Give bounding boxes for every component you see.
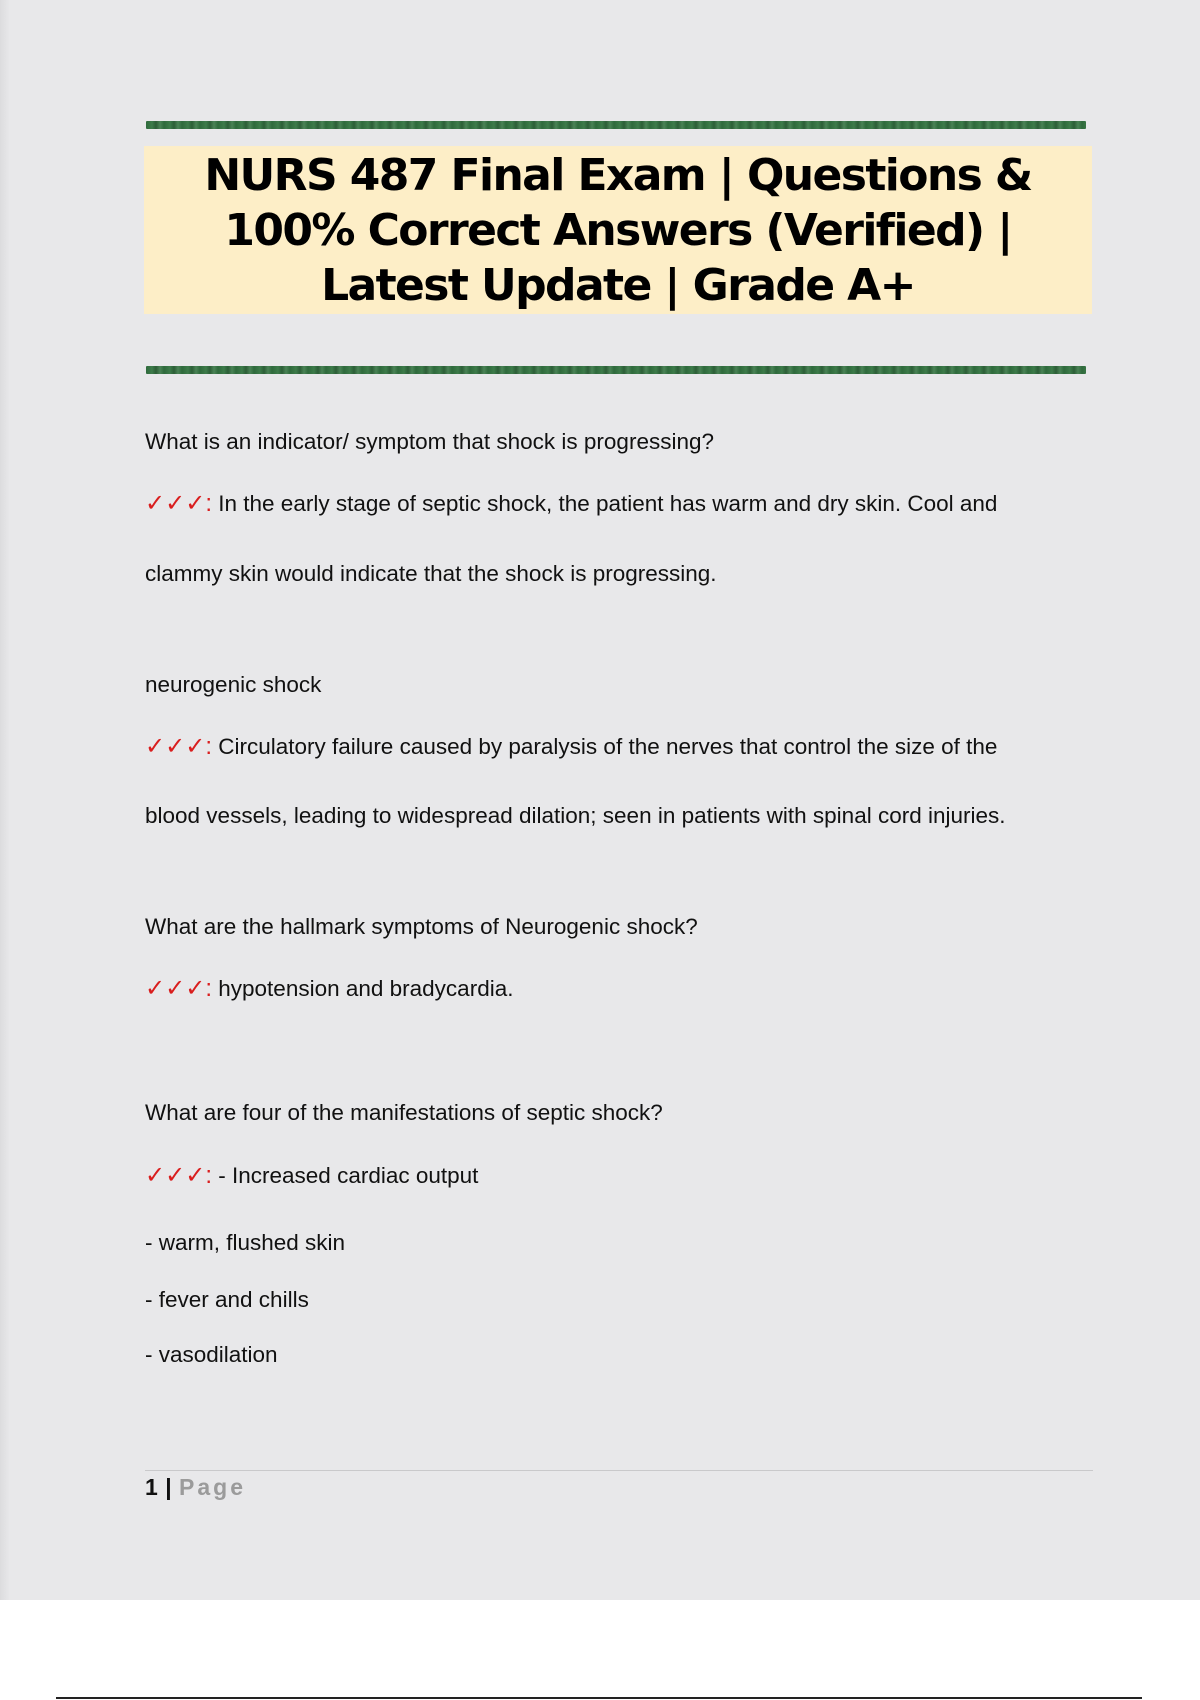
answer-text: clammy skin would indicate that the shock is progressing.	[145, 561, 717, 586]
title-bottom-rule	[146, 366, 1086, 374]
checkmark-icon: ✓✓✓:	[145, 490, 212, 517]
question-text: neurogenic shock	[145, 672, 322, 697]
bottom-divider	[56, 1697, 1142, 1699]
question-text: What are four of the manifestations of septic shock?	[145, 1100, 663, 1125]
document-title: NURS 487 Final Exam | Questions & 100% Correct Answers (Verified) | Latest Update | Grade A+	[204, 149, 1032, 311]
answer-text: hypotension and bradycardia.	[218, 976, 514, 1001]
checkmark-icon: ✓✓✓:	[145, 1162, 212, 1189]
answer-line	[145, 733, 997, 761]
page-number: 1	[145, 1474, 159, 1500]
answer-text: - Increased cardiac output	[218, 1163, 479, 1188]
question-text: What are the hallmark symptoms of Neurogenic shock?	[145, 914, 698, 939]
page-footer	[145, 1474, 246, 1501]
page-edge-shadow	[0, 0, 10, 1600]
page-label: Page	[179, 1474, 246, 1500]
answer-text: Circulatory failure caused by paralysis of the nerves that control the size of the	[218, 734, 998, 759]
answer-line	[145, 490, 997, 518]
answer-line	[145, 975, 513, 1003]
answer-text: - warm, flushed skin	[145, 1230, 346, 1255]
answer-text: - vasodilation	[145, 1342, 278, 1367]
page-separator: |	[165, 1474, 173, 1500]
question-text: What is an indicator/ symptom that shock is progressing?	[145, 429, 714, 454]
answer-text: In the early stage of septic shock, the patient has warm and dry skin. Cool and	[218, 491, 998, 516]
footer-divider	[145, 1470, 1093, 1471]
checkmark-icon: ✓✓✓:	[145, 975, 212, 1002]
title-top-rule	[146, 121, 1086, 129]
checkmark-icon: ✓✓✓:	[145, 733, 212, 760]
title-box	[144, 146, 1092, 314]
answer-text: - fever and chills	[145, 1287, 309, 1312]
answer-line	[145, 1162, 478, 1190]
answer-text: blood vessels, leading to widespread dilation; seen in patients with spinal cord injuries.	[145, 803, 1006, 828]
